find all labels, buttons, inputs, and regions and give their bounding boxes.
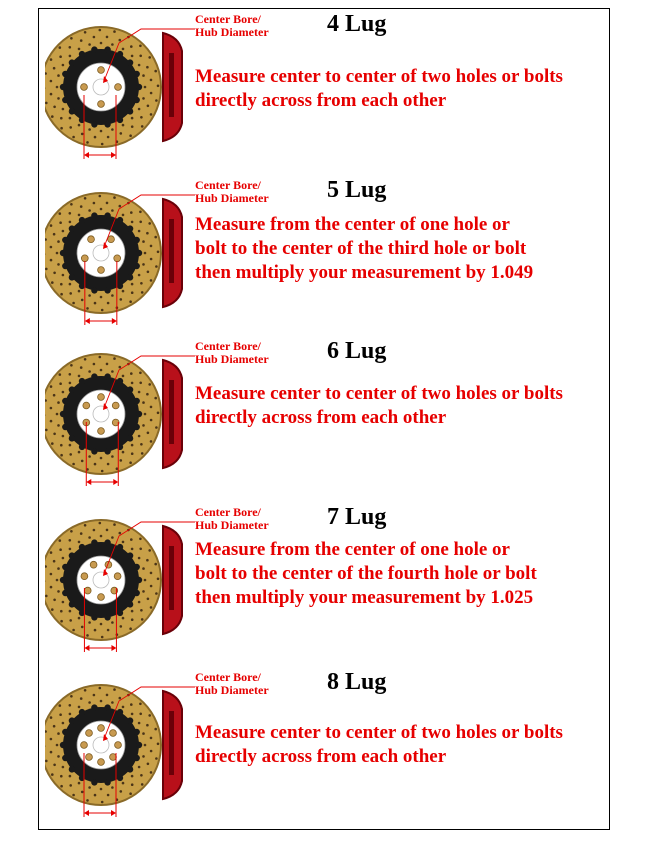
lug-hole — [98, 725, 105, 732]
brake-rotor-7-lug — [45, 504, 195, 654]
caliper-slot — [169, 711, 174, 775]
instruction-text: Measure from the center of one hole or bolt to the center of the fourth hole or bolt then multiply your measurement by 1.025 — [195, 539, 537, 608]
lug-hole — [108, 236, 115, 243]
caliper-slot — [169, 53, 174, 117]
brake-rotor-6-lug — [45, 338, 195, 488]
brake-rotor-5-lug — [45, 177, 195, 327]
lug-hole — [115, 742, 122, 749]
lug-hole — [84, 587, 91, 594]
lug-hole — [81, 742, 88, 749]
lug-title: 8 Lug — [327, 669, 387, 695]
instruction-text: Measure center to center of two holes or bolts directly across from each other — [195, 383, 563, 428]
lug-title: 6 Lug — [327, 338, 387, 364]
section-7-lug — [39, 502, 611, 662]
caliper-slot — [169, 546, 174, 610]
center-bore-callout: Center Bore/ Hub Diameter — [195, 178, 269, 205]
measure-arrow-left — [84, 645, 89, 651]
instruction-text: Measure from the center of one hole or bolt to the center of the third hole or bolt then multiply your measurement by 1.049 — [195, 214, 534, 283]
lug-title: 5 Lug — [327, 177, 387, 203]
center-bore-callout: Center Bore/ Hub Diameter — [195, 670, 269, 697]
measure-arrow-left — [86, 479, 91, 485]
lug-hole — [98, 67, 105, 74]
lug-hole — [114, 573, 121, 580]
measure-arrow-right — [111, 810, 116, 816]
measure-arrow-left — [85, 318, 90, 324]
lug-hole — [81, 255, 88, 262]
lug-title: 7 Lug — [327, 504, 387, 530]
measure-arrow-left — [84, 152, 89, 158]
caliper-slot — [169, 380, 174, 444]
lug-hole — [88, 236, 95, 243]
lug-hole — [81, 573, 88, 580]
lug-hole — [98, 267, 105, 274]
section-8-lug — [39, 667, 611, 827]
lug-hole — [115, 84, 122, 91]
measure-arrow-right — [111, 152, 116, 158]
measure-arrow-right — [113, 479, 118, 485]
section-4-lug — [39, 9, 611, 169]
brake-rotor-8-lug — [45, 669, 195, 819]
lug-hole — [98, 101, 105, 108]
lug-hole — [110, 754, 117, 761]
brake-rotor-4-lug — [45, 11, 195, 161]
lug-hole — [110, 730, 117, 737]
instruction-text: Measure center to center of two holes or bolts directly across from each other — [195, 66, 563, 111]
lug-hole — [86, 730, 93, 737]
lug-hole — [83, 402, 90, 409]
section-5-lug — [39, 175, 611, 335]
section-6-lug — [39, 336, 611, 496]
lug-hole — [98, 428, 105, 435]
lug-hole — [81, 84, 88, 91]
diagram-frame — [38, 8, 610, 830]
lug-hole — [112, 402, 119, 409]
lug-hole — [98, 394, 105, 401]
lug-title: 4 Lug — [327, 11, 387, 37]
lug-hole — [98, 594, 105, 601]
lug-hole — [86, 754, 93, 761]
lug-hole — [98, 759, 105, 766]
center-bore-callout: Center Bore/ Hub Diameter — [195, 505, 269, 532]
center-bore-callout: Center Bore/ Hub Diameter — [195, 339, 269, 366]
instruction-text: Measure center to center of two holes or bolts directly across from each other — [195, 722, 563, 767]
measure-arrow-left — [84, 810, 89, 816]
center-bore-callout: Center Bore/ Hub Diameter — [195, 12, 269, 39]
lug-hole — [114, 255, 121, 262]
measure-arrow-right — [112, 318, 117, 324]
caliper-slot — [169, 219, 174, 283]
lug-hole — [90, 561, 97, 568]
measure-arrow-right — [111, 645, 116, 651]
